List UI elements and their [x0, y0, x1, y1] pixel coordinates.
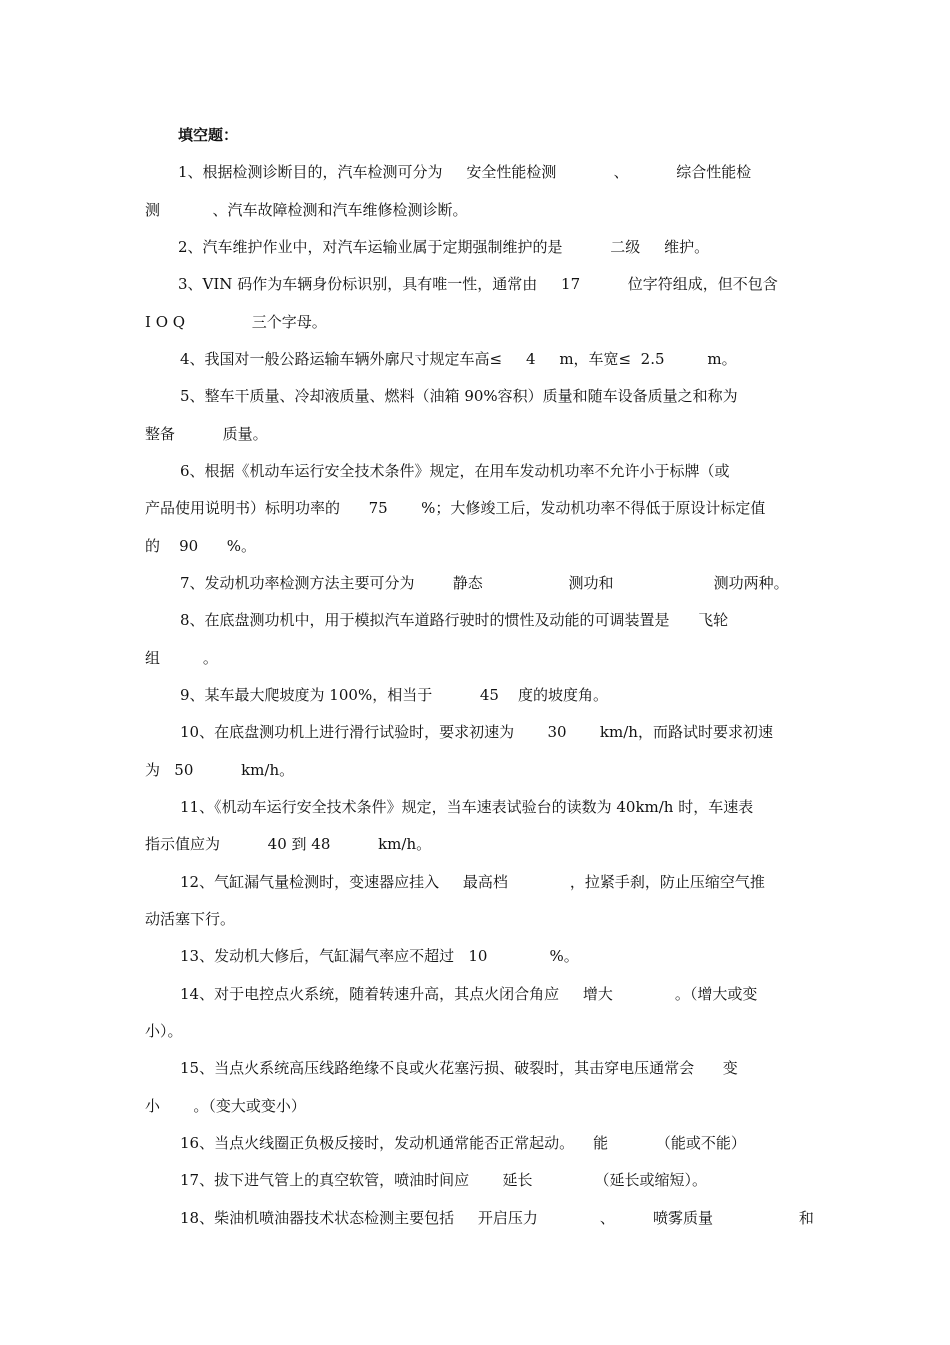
question-line: 测 、汽车故障检测和汽车维修检测诊断。 [145, 201, 468, 219]
question-line: 9、某车最大爬坡度为 100%，相当于 45 度的坡度角。 [180, 686, 609, 704]
question-line: 指示值应为 40 到 48 km/h。 [145, 835, 432, 853]
question-line: 2、汽车维护作业中，对汽车运输业属于定期强制维护的是 二级 维护。 [178, 238, 710, 256]
question-line: 16、当点火线圈正负极反接时，发动机通常能否正常起动。 能 （能或不能） [180, 1134, 746, 1152]
question-line: 为 50 km/h。 [145, 761, 295, 779]
question-line: 动活塞下行。 [145, 910, 236, 928]
question-line: 12、气缸漏气量检测时，变速器应挂入 最高档 ，拉紧手刹，防止压缩空气推 [180, 873, 765, 891]
question-line: 14、对于电控点火系统，随着转速升高，其点火闭合角应 增大 。（增大或变 [180, 985, 758, 1003]
question-line: 组 。 [145, 649, 218, 667]
question-line: 15、当点火系统高压线路绝缘不良或火花塞污损、破裂时，其击穿电压通常会 变 [180, 1059, 738, 1077]
question-line: 10、在底盘测功机上进行滑行试验时，要求初速为 30 km/h，而路试时要求初速 [180, 723, 773, 741]
question-line: 小）。 [145, 1022, 183, 1040]
question-line: 6、根据《机动车运行安全技术条件》规定，在用车发动机功率不允许小于标牌（或 [180, 462, 730, 480]
question-line: 7、发动机功率检测方法主要可分为 静态 测功和 测功两种。 [180, 574, 789, 592]
question-line: 1、根据检测诊断目的，汽车检测可分为 安全性能检测 、 综合性能检 [178, 163, 752, 181]
question-line: 11、《机动车运行安全技术条件》规定，当车速表试验台的读数为 40km/h 时，车速表 [180, 798, 754, 816]
question-line: 小 。（变大或变小） [145, 1097, 306, 1115]
question-line: I O Q 三个字母。 [145, 313, 327, 331]
question-line: 8、在底盘测功机中，用于模拟汽车道路行驶时的惯性及动能的可调装置是 飞轮 [180, 611, 729, 629]
page-title: 填空题： [178, 126, 239, 144]
question-line: 17、拔下进气管上的真空软管，喷油时间应 延长 （延长或缩短）。 [180, 1171, 707, 1189]
question-line: 产品使用说明书）标明功率的 75 %；大修竣工后，发动机功率不得低于原设计标定值 [145, 499, 766, 517]
question-line: 18、柴油机喷油器技术状态检测主要包括 开启压力 、 喷雾质量 和 [180, 1209, 814, 1227]
question-line: 5、整车干质量、冷却液质量、燃料（油箱 90%容积）质量和随车设备质量之和称为 [180, 387, 738, 405]
question-line: 整备 质量。 [145, 425, 268, 443]
question-line: 的 90 %。 [145, 537, 257, 555]
question-line: 13、发动机大修后，气缸漏气率应不超过 10 %。 [180, 947, 579, 965]
question-line: 3、VIN 码作为车辆身份标识别，具有唯一性，通常由 17 位字符组成，但不包含 [178, 275, 778, 293]
question-line: 4、我国对一般公路运输车辆外廓尺寸规定车高≤ 4 m，车宽≤ 2.5 m。 [180, 350, 737, 368]
